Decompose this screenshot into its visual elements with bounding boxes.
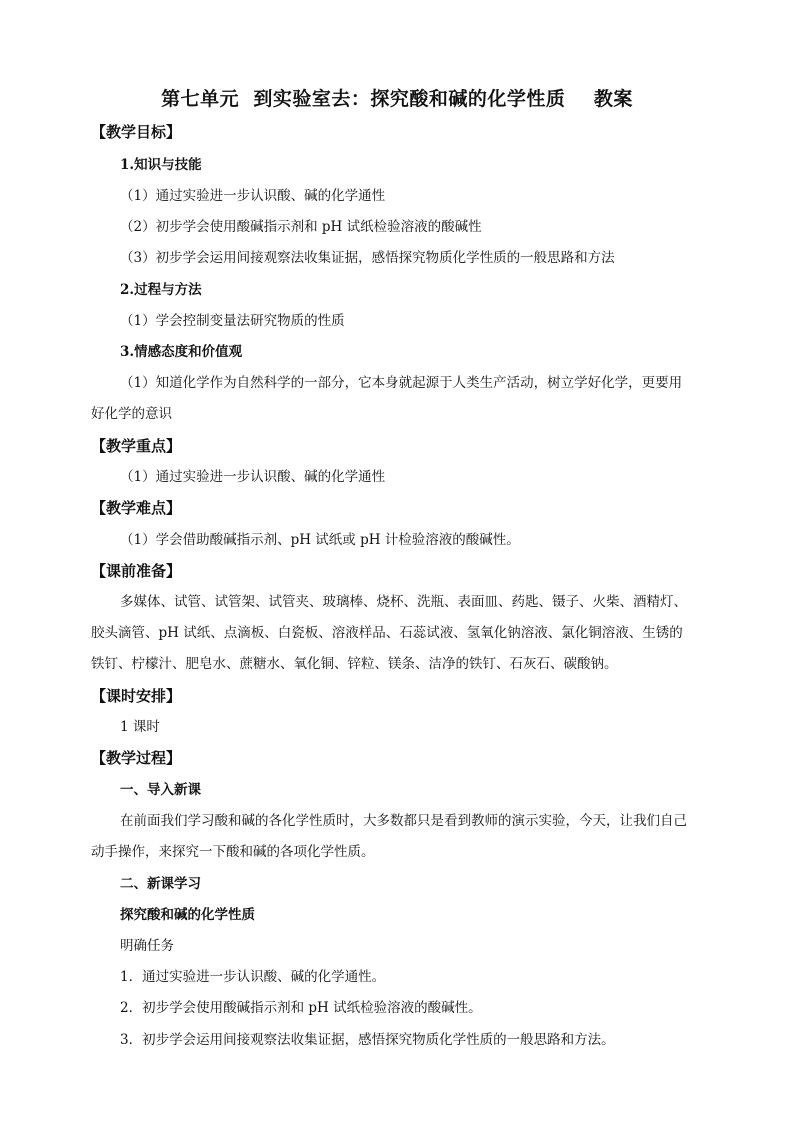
schedule-item: 1 课时 (120, 719, 160, 735)
new-lesson-title: 二、新课学习 (120, 876, 201, 892)
intro-text: 在前面我们学习酸和碱的各化学性质时，大多数都只是看到教师的演示实验，今天，让我们自己 (120, 813, 687, 829)
task-item: 1．通过实验进一步认识酸、碱的化学通性。 (120, 969, 386, 985)
document-title: 第七单元 到实验室去：探究酸和碱的化学性质 教案 (161, 88, 633, 110)
task-item: 3．初步学会运用间接观察法收集证据，感悟探究物质化学性质的一般思路和方法。 (120, 1032, 615, 1048)
difficulty-item: （1）学会借助酸碱指示剂、pH 试纸或 pH 计检验溶液的酸碱性。 (120, 532, 520, 548)
preparation-heading: 【课前准备】 (91, 562, 182, 580)
objective-item: （2）初步学会使用酸碱指示剂和 pH 试纸检验溶液的酸碱性 (120, 219, 482, 235)
preparation-text: 胶头滴管、pH 试纸、点滴板、白瓷板、溶液样品、石蕊试液、氢氧化钠溶液、氯化铜溶液、生锈的 (91, 625, 683, 641)
knowledge-skills-title: 1.知识与技能 (120, 157, 202, 173)
objectives-heading: 【教学目标】 (91, 123, 182, 141)
process-heading: 【教学过程】 (91, 749, 182, 767)
preparation-text: 铁钉、柠檬汁、肥皂水、蔗糖水、氧化铜、锌粒、镁条、洁净的铁钉、石灰石、碳酸钠。 (91, 656, 618, 672)
task-item: 2．初步学会使用酸碱指示剂和 pH 试纸检验溶液的酸碱性。 (120, 1000, 482, 1016)
key-point-item: （1）通过实验进一步认识酸、碱的化学通性 (120, 469, 386, 485)
objective-item: （1）知道化学作为自然科学的一部分，它本身就起源于人类生产活动，树立学好化学，更要用 (120, 375, 683, 391)
attitude-values-title: 3.情感态度和价值观 (120, 344, 243, 360)
key-points-heading: 【教学重点】 (91, 437, 182, 455)
new-lesson-subtitle: 探究酸和碱的化学性质 (120, 907, 255, 923)
intro-text: 动手操作，来探究一下酸和碱的各项化学性质。 (91, 844, 375, 860)
objective-item: （1）学会控制变量法研究物质的性质 (120, 313, 345, 329)
objective-item-continued: 好化学的意识 (91, 406, 172, 422)
difficulties-heading: 【教学难点】 (91, 499, 182, 517)
task-label: 明确任务 (120, 938, 174, 954)
intro-title: 一、导入新课 (120, 782, 201, 798)
schedule-heading: 【课时安排】 (91, 687, 182, 705)
objective-item: （3）初步学会运用间接观察法收集证据，感悟探究物质化学性质的一般思路和方法 (120, 250, 615, 266)
process-method-title: 2.过程与方法 (120, 282, 202, 298)
objective-item: （1）通过实验进一步认识酸、碱的化学通性 (120, 188, 386, 204)
preparation-text: 多媒体、试管、试管架、试管夹、玻璃棒、烧杯、洗瓶、表面皿、药匙、镊子、火柴、酒精灯、 (120, 594, 687, 610)
